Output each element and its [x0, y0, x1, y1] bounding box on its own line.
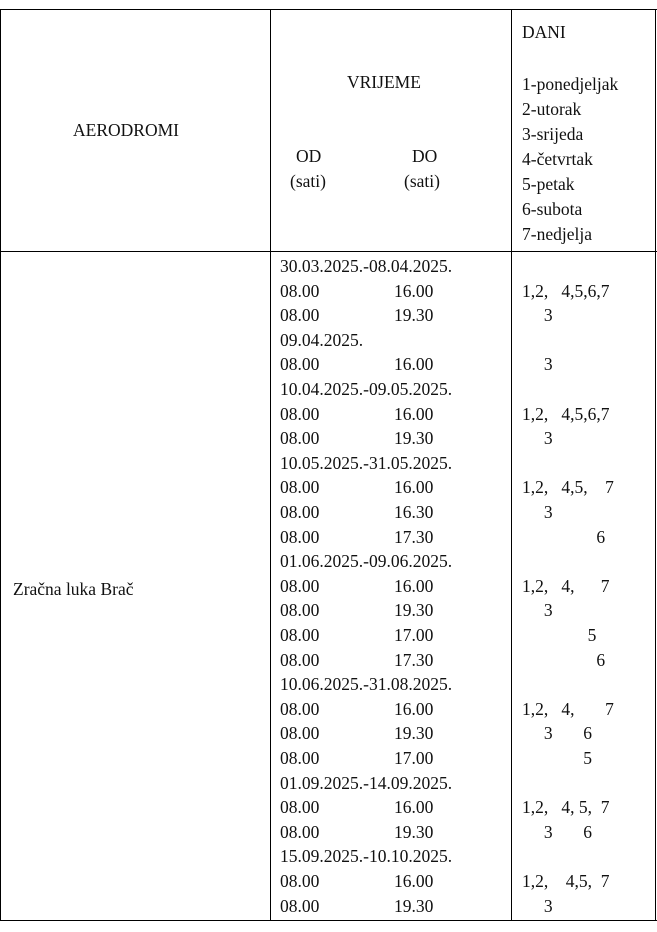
time-from: 08.00 [280, 428, 320, 448]
day-legend-item: 5-petak [522, 174, 575, 194]
time-from: 08.00 [280, 699, 320, 719]
time-from: 08.00 [280, 354, 320, 374]
time-to: 19.30 [394, 723, 434, 743]
operating-days: 6 [522, 527, 606, 547]
time-to: 16.00 [394, 404, 434, 424]
time-to: 16.00 [394, 871, 434, 891]
period-range: 10.06.2025.-31.08.2025. [280, 674, 453, 694]
period-range: 30.03.2025.-08.04.2025. [280, 256, 453, 276]
day-legend-item: 1-ponedjeljak [522, 74, 619, 94]
time-to: 17.30 [394, 527, 434, 547]
time-to: 16.00 [394, 699, 434, 719]
time-from: 08.00 [280, 305, 320, 325]
time-from: 08.00 [280, 600, 320, 620]
operating-days: 5 [522, 625, 597, 645]
time-to: 16.00 [394, 477, 434, 497]
operating-days: 3 6 [522, 723, 592, 743]
time-from: 08.00 [280, 477, 320, 497]
time-from: 08.00 [280, 576, 320, 596]
header-aerodromi: AERODROMI [73, 120, 179, 140]
time-to: 17.00 [394, 748, 434, 768]
time-from: 08.00 [280, 625, 320, 645]
header-od: OD [296, 146, 322, 166]
time-to: 16.00 [394, 576, 434, 596]
day-legend-item: 7-nedjelja [522, 224, 592, 244]
operating-days: 3 [522, 305, 553, 325]
operating-days: 5 [522, 748, 592, 768]
operating-days: 1,2, 4,5, 7 [522, 871, 610, 891]
time-to: 16.30 [394, 502, 434, 522]
header-od-unit: (sati) [290, 171, 326, 191]
operating-days: 3 [522, 428, 553, 448]
time-from: 08.00 [280, 896, 320, 916]
operating-days: 6 [522, 650, 606, 670]
time-to: 19.30 [394, 896, 434, 916]
time-from: 08.00 [280, 748, 320, 768]
period-range: 10.05.2025.-31.05.2025. [280, 453, 453, 473]
time-to: 19.30 [394, 305, 434, 325]
operating-days: 3 [522, 896, 553, 916]
time-from: 08.00 [280, 650, 320, 670]
time-to: 19.30 [394, 600, 434, 620]
airport-name: Zračna luka Brač [13, 579, 134, 599]
operating-days: 1,2, 4,5, 7 [522, 477, 614, 497]
operating-days: 3 [522, 354, 553, 374]
day-legend-item: 3-srijeda [522, 124, 584, 144]
time-from: 08.00 [280, 822, 320, 842]
time-to: 19.30 [394, 822, 434, 842]
time-to: 17.30 [394, 650, 434, 670]
operating-days: 3 [522, 502, 553, 522]
time-to: 16.00 [394, 354, 434, 374]
time-from: 08.00 [280, 871, 320, 891]
operating-days: 1,2, 4,5,6,7 [522, 404, 610, 424]
period-range: 15.09.2025.-10.10.2025. [280, 846, 453, 866]
day-legend-item: 6-subota [522, 199, 583, 219]
time-to: 16.00 [394, 797, 434, 817]
header-dani: DANI [522, 22, 566, 42]
time-to: 16.00 [394, 281, 434, 301]
day-legend-item: 2-utorak [522, 99, 582, 119]
time-to: 17.00 [394, 625, 434, 645]
operating-days: 1,2, 4,5,6,7 [522, 281, 610, 301]
header-do: DO [412, 146, 438, 166]
operating-days: 1,2, 4, 5, 7 [522, 797, 610, 817]
operating-days: 3 6 [522, 822, 592, 842]
time-to: 19.30 [394, 428, 434, 448]
operating-days: 1,2, 4, 7 [522, 576, 610, 596]
period-range: 10.04.2025.-09.05.2025. [280, 379, 453, 399]
period-range: 01.06.2025.-09.06.2025. [280, 551, 453, 571]
period-range: 09.04.2025. [280, 330, 364, 350]
header-vrijeme: VRIJEME [347, 72, 421, 92]
time-from: 08.00 [280, 281, 320, 301]
operating-days: 3 [522, 600, 553, 620]
time-from: 08.00 [280, 527, 320, 547]
day-legend-item: 4-četvrtak [522, 149, 593, 169]
header-do-unit: (sati) [404, 171, 440, 191]
time-from: 08.00 [280, 723, 320, 743]
time-from: 08.00 [280, 502, 320, 522]
time-from: 08.00 [280, 797, 320, 817]
time-from: 08.00 [280, 404, 320, 424]
operating-days: 1,2, 4, 7 [522, 699, 614, 719]
period-range: 01.09.2025.-14.09.2025. [280, 773, 453, 793]
